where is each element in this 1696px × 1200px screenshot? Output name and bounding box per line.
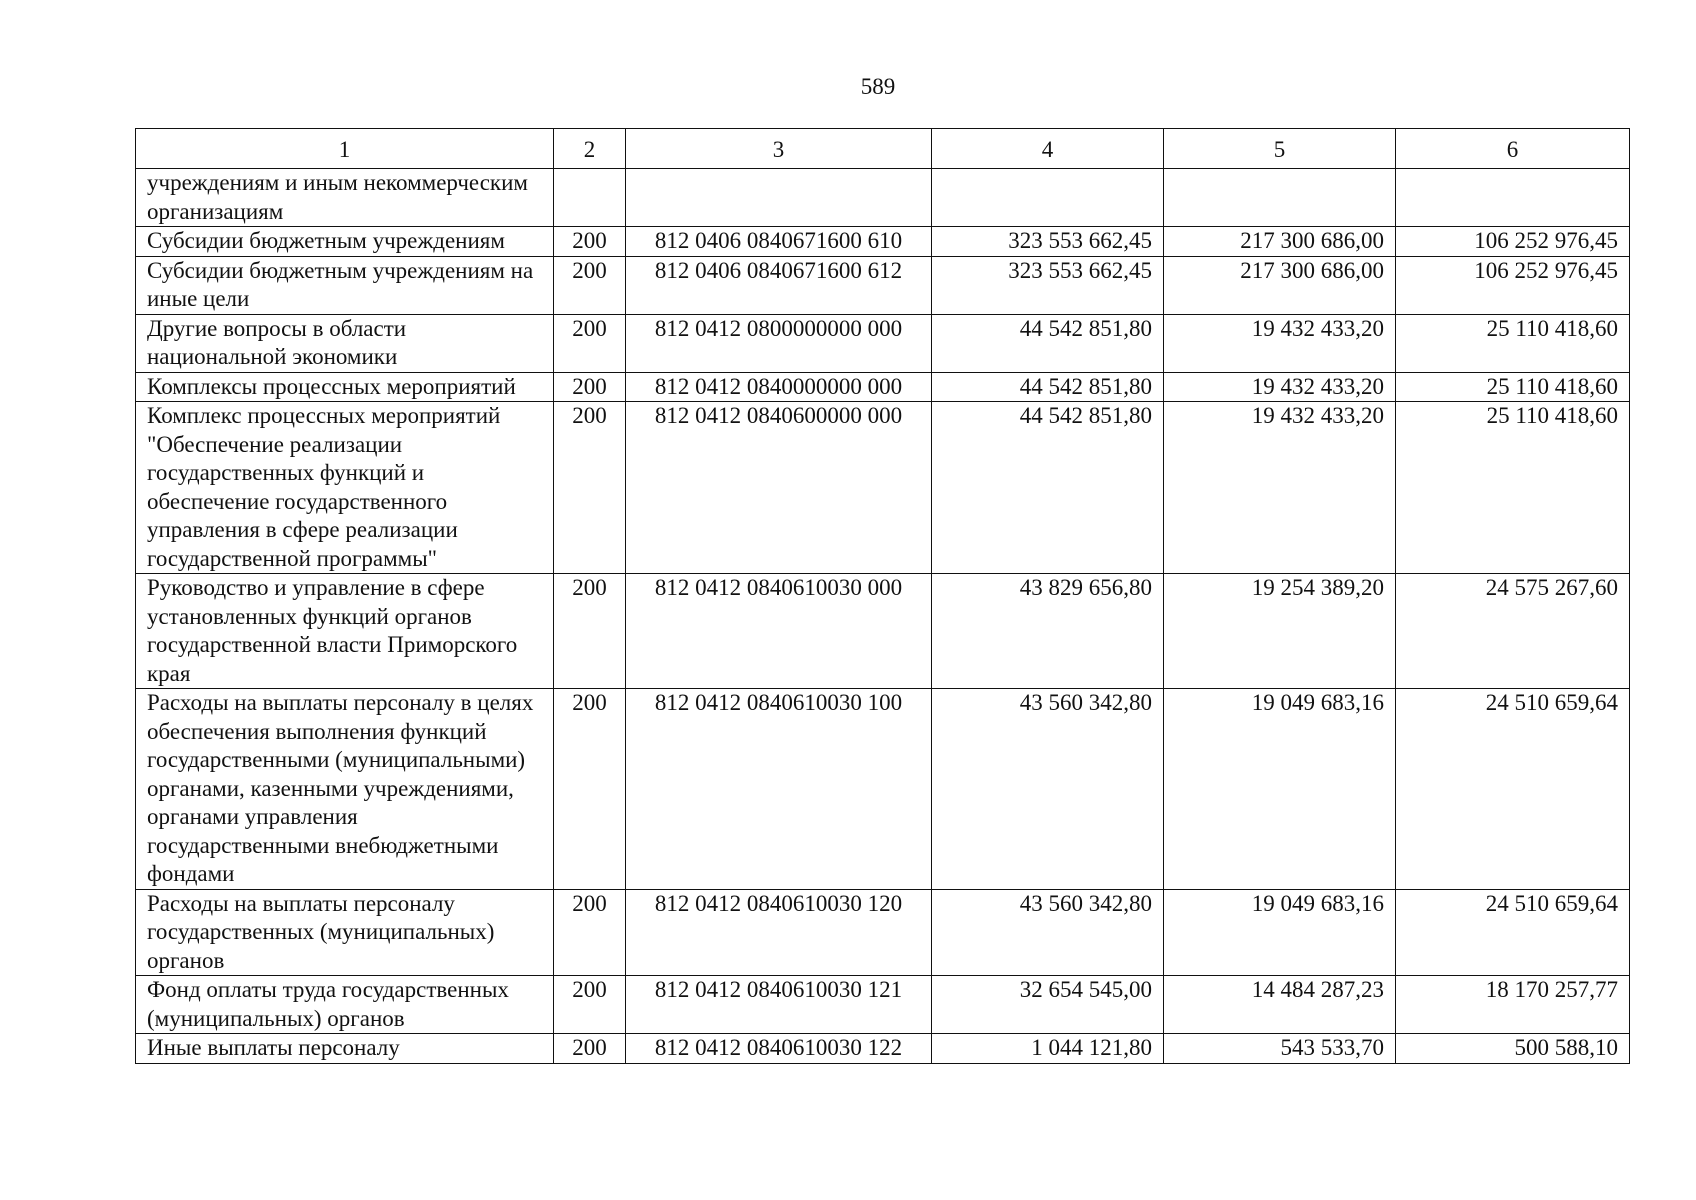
column-header-3: 3 xyxy=(626,129,932,169)
row-value-4: 43 560 342,80 xyxy=(932,889,1164,976)
row-value-4: 32 654 545,00 xyxy=(932,976,1164,1034)
row-value-4: 1 044 121,80 xyxy=(932,1034,1164,1064)
table-row xyxy=(136,889,1630,976)
row-value-4: 44 542 851,80 xyxy=(932,314,1164,372)
row-value-5 xyxy=(1164,169,1396,227)
row-name: учреждениям и иным некоммерческим организациям xyxy=(136,169,554,227)
row-code: 200 xyxy=(554,256,626,314)
row-value-5: 543 533,70 xyxy=(1164,1034,1396,1064)
table-row xyxy=(136,689,1630,890)
table-row xyxy=(136,227,1630,257)
table-row xyxy=(136,402,1630,574)
row-kbk: 812 0412 0800000000 000 xyxy=(626,314,932,372)
row-value-5: 217 300 686,00 xyxy=(1164,227,1396,257)
row-code: 200 xyxy=(554,574,626,689)
budget-table xyxy=(135,128,1630,1064)
row-code: 200 xyxy=(554,889,626,976)
column-header-4: 4 xyxy=(932,129,1164,169)
table-row xyxy=(136,976,1630,1034)
row-kbk xyxy=(626,169,932,227)
row-value-6: 25 110 418,60 xyxy=(1396,314,1630,372)
row-code: 200 xyxy=(554,1034,626,1064)
table-body xyxy=(136,169,1630,1064)
row-code: 200 xyxy=(554,372,626,402)
row-value-6: 24 510 659,64 xyxy=(1396,689,1630,890)
table-row xyxy=(136,256,1630,314)
row-kbk: 812 0412 0840000000 000 xyxy=(626,372,932,402)
row-value-6: 106 252 976,45 xyxy=(1396,227,1630,257)
row-kbk: 812 0412 0840600000 000 xyxy=(626,402,932,574)
column-header-1: 1 xyxy=(136,129,554,169)
column-header-6: 6 xyxy=(1396,129,1630,169)
row-value-4 xyxy=(932,169,1164,227)
row-name: Комплекс процессных мероприятий "Обеспечение реализации государственных функций и обеспечение государственного управления в сфере реализации государственной программы" xyxy=(136,402,554,574)
row-value-6: 18 170 257,77 xyxy=(1396,976,1630,1034)
row-kbk: 812 0412 0840610030 122 xyxy=(626,1034,932,1064)
row-kbk: 812 0412 0840610030 000 xyxy=(626,574,932,689)
table-row xyxy=(136,574,1630,689)
row-name: Субсидии бюджетным учреждениям xyxy=(136,227,554,257)
row-value-6: 24 510 659,64 xyxy=(1396,889,1630,976)
table-header xyxy=(136,129,1630,169)
row-value-4: 323 553 662,45 xyxy=(932,227,1164,257)
row-value-5: 217 300 686,00 xyxy=(1164,256,1396,314)
row-value-6: 25 110 418,60 xyxy=(1396,372,1630,402)
row-kbk: 812 0406 0840671600 612 xyxy=(626,256,932,314)
row-value-5: 19 432 433,20 xyxy=(1164,402,1396,574)
row-value-4: 44 542 851,80 xyxy=(932,402,1164,574)
table-row xyxy=(136,1034,1630,1064)
row-value-4: 44 542 851,80 xyxy=(932,372,1164,402)
row-code xyxy=(554,169,626,227)
table-row xyxy=(136,314,1630,372)
table-row xyxy=(136,372,1630,402)
row-value-6: 106 252 976,45 xyxy=(1396,256,1630,314)
row-value-4: 43 829 656,80 xyxy=(932,574,1164,689)
page-number: 589 xyxy=(860,74,896,99)
table-row xyxy=(136,169,1630,227)
row-kbk: 812 0412 0840610030 100 xyxy=(626,689,932,890)
row-value-6: 500 588,10 xyxy=(1396,1034,1630,1064)
row-kbk: 812 0412 0840610030 120 xyxy=(626,889,932,976)
row-value-6 xyxy=(1396,169,1630,227)
row-value-5: 19 049 683,16 xyxy=(1164,689,1396,890)
row-value-5: 19 432 433,20 xyxy=(1164,372,1396,402)
row-value-5: 19 432 433,20 xyxy=(1164,314,1396,372)
row-name: Расходы на выплаты персоналу государственных (муниципальных) органов xyxy=(136,889,554,976)
row-value-5: 19 254 389,20 xyxy=(1164,574,1396,689)
row-value-4: 43 560 342,80 xyxy=(932,689,1164,890)
row-name: Комплексы процессных мероприятий xyxy=(136,372,554,402)
row-name: Фонд оплаты труда государственных (муниципальных) органов xyxy=(136,976,554,1034)
row-code: 200 xyxy=(554,689,626,890)
column-header-5: 5 xyxy=(1164,129,1396,169)
row-value-4: 323 553 662,45 xyxy=(932,256,1164,314)
column-header-2: 2 xyxy=(554,129,626,169)
row-name: Субсидии бюджетным учреждениям на иные цели xyxy=(136,256,554,314)
row-code: 200 xyxy=(554,976,626,1034)
row-kbk: 812 0406 0840671600 610 xyxy=(626,227,932,257)
row-code: 200 xyxy=(554,314,626,372)
row-name: Другие вопросы в области национальной экономики xyxy=(136,314,554,372)
row-value-5: 19 049 683,16 xyxy=(1164,889,1396,976)
row-name: Расходы на выплаты персоналу в целях обеспечения выполнения функций государственными (муниципальными) органами, казенными учреждениями, органами управления государственными внебюджетными фондами xyxy=(136,689,554,890)
row-kbk: 812 0412 0840610030 121 xyxy=(626,976,932,1034)
row-code: 200 xyxy=(554,402,626,574)
header-row xyxy=(136,129,1630,169)
row-code: 200 xyxy=(554,227,626,257)
row-name: Руководство и управление в сфере установленных функций органов государственной власти Приморского края xyxy=(136,574,554,689)
row-name: Иные выплаты персоналу xyxy=(136,1034,554,1064)
row-value-6: 24 575 267,60 xyxy=(1396,574,1630,689)
row-value-5: 14 484 287,23 xyxy=(1164,976,1396,1034)
row-value-6: 25 110 418,60 xyxy=(1396,402,1630,574)
